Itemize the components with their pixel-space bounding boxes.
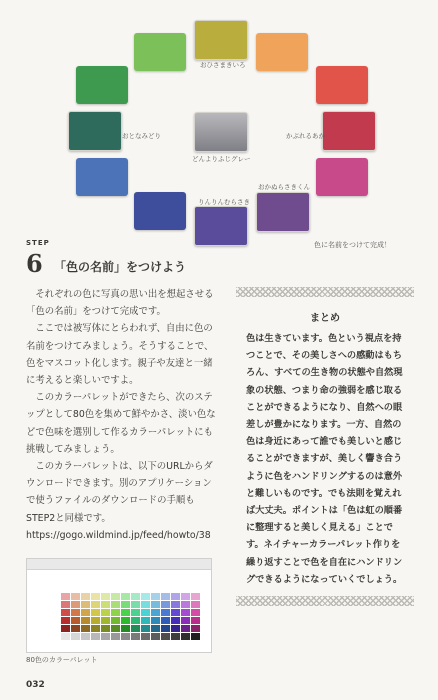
screenshot-color-cell bbox=[71, 617, 80, 624]
body-text bbox=[26, 286, 216, 544]
swatch-indigo bbox=[134, 192, 186, 230]
screenshot-color-cell bbox=[191, 593, 200, 600]
swatch-top bbox=[194, 20, 248, 60]
screenshot-color-cell bbox=[71, 601, 80, 608]
screenshot-color-cell bbox=[141, 617, 150, 624]
screenshot-color-cell bbox=[101, 593, 110, 600]
swatch-blue bbox=[76, 158, 128, 196]
screenshot-color-cell bbox=[101, 633, 110, 640]
screenshot-color-cell bbox=[81, 625, 90, 632]
screenshot-color-cell bbox=[91, 625, 100, 632]
swatch-label-purple: おかぬらさきくん bbox=[258, 183, 310, 191]
screenshot-color-cell bbox=[151, 633, 160, 640]
screenshot-color-cell bbox=[181, 609, 190, 616]
screenshot-color-cell bbox=[171, 617, 180, 624]
swatch-magenta bbox=[316, 158, 368, 196]
step-tag: STEP bbox=[26, 239, 50, 247]
swatch-purple-photo bbox=[256, 192, 310, 232]
step-number: 6 bbox=[26, 249, 43, 278]
screenshot-color-cell bbox=[171, 609, 180, 616]
screenshot-caption: 80色のカラーパレット bbox=[26, 656, 98, 664]
palette-screenshot bbox=[26, 558, 212, 653]
screenshot-color-cell bbox=[81, 617, 90, 624]
screenshot-color-cell bbox=[191, 617, 200, 624]
swatch-label-teal: おとなみどり bbox=[122, 132, 161, 140]
screenshot-color-cell bbox=[151, 593, 160, 600]
screenshot-color-cell bbox=[61, 617, 70, 624]
wheel-caption: 色に名前をつけて完成！ bbox=[314, 241, 391, 249]
screenshot-color-cell bbox=[161, 633, 170, 640]
screenshot-color-cell bbox=[191, 609, 200, 616]
screenshot-color-cell bbox=[81, 633, 90, 640]
swatch-label-top: おひさまきいろ bbox=[200, 61, 246, 69]
screenshot-color-cell bbox=[151, 609, 160, 616]
screenshot-color-cell bbox=[171, 633, 180, 640]
swatch-center bbox=[194, 112, 248, 152]
screenshot-color-cell bbox=[131, 593, 140, 600]
screenshot-color-cell bbox=[151, 625, 160, 632]
screenshot-color-cell bbox=[141, 593, 150, 600]
download-url[interactable]: https://gogo.wildmind.jp/feed/howto/38 bbox=[26, 529, 211, 541]
paragraph-1: それぞれの色に写真の思い出を想起させる「色の名前」をつけて完成です。 bbox=[26, 289, 214, 318]
screenshot-color-cell bbox=[101, 601, 110, 608]
summary-title: まとめ bbox=[310, 313, 340, 324]
screenshot-color-cell bbox=[121, 609, 130, 616]
screenshot-color-cell bbox=[141, 633, 150, 640]
screenshot-toolbar bbox=[27, 559, 211, 570]
screenshot-color-cell bbox=[161, 617, 170, 624]
color-wheel bbox=[0, 0, 438, 260]
paragraph-4: このカラーパレットは、以下のURLからダウンロードできます。別のアプリケーションで使うファイルのダウンロードの手順もSTEP2と同様です。 bbox=[26, 461, 213, 524]
summary-top-border bbox=[236, 287, 414, 297]
screenshot-color-cell bbox=[81, 601, 90, 608]
page-number: 032 bbox=[26, 680, 45, 690]
screenshot-color-cell bbox=[61, 625, 70, 632]
screenshot-color-cell bbox=[91, 617, 100, 624]
screenshot-color-cell bbox=[111, 593, 120, 600]
screenshot-color-cell bbox=[111, 617, 120, 624]
screenshot-color-cell bbox=[81, 593, 90, 600]
swatch-green bbox=[76, 66, 128, 104]
screenshot-color-cell bbox=[181, 625, 190, 632]
step-title: 「色の名前」をつけよう bbox=[54, 260, 187, 274]
screenshot-color-cell bbox=[191, 601, 200, 608]
swatch-crimson bbox=[322, 111, 376, 151]
summary-bottom-border bbox=[236, 596, 414, 606]
swatch-label-violet: りんりんむらさき bbox=[198, 198, 250, 206]
screenshot-color-cell bbox=[71, 593, 80, 600]
screenshot-color-cell bbox=[111, 609, 120, 616]
screenshot-color-cell bbox=[101, 625, 110, 632]
screenshot-color-cell bbox=[111, 601, 120, 608]
screenshot-color-cell bbox=[121, 601, 130, 608]
screenshot-color-cell bbox=[161, 593, 170, 600]
screenshot-color-cell bbox=[111, 633, 120, 640]
screenshot-color-cell bbox=[131, 633, 140, 640]
screenshot-color-cell bbox=[121, 633, 130, 640]
screenshot-color-cell bbox=[101, 609, 110, 616]
screenshot-color-cell bbox=[61, 601, 70, 608]
screenshot-color-cell bbox=[141, 609, 150, 616]
summary-text: 色は生きています。色という視点を持つことで、その美しさへの感動はもちろん、すべての生き物の状態や自然現象の状態、つまり命の強弱を感じ取ることができるようになり、自然への眼差しが豊かになります。一方、自然の色は身近にあって誰でも美しいと感じることができますが、美しく響き合うように色をハンドリングするのは意外と難しいものです。でも法則を覚えれば大丈夫。ポイントは「色は虹の順番に整理すると美しく見える」ことです。ネイチャーカラーパレット作りを繰り返すことで色を自在にハンドリングできるようになっていくでしょう。 bbox=[246, 333, 403, 585]
screenshot-color-cell bbox=[151, 601, 160, 608]
screenshot-color-cell bbox=[61, 593, 70, 600]
screenshot-color-cell bbox=[91, 601, 100, 608]
screenshot-color-cell bbox=[121, 593, 130, 600]
screenshot-color-cell bbox=[161, 609, 170, 616]
screenshot-color-cell bbox=[61, 609, 70, 616]
screenshot-color-cell bbox=[121, 625, 130, 632]
screenshot-color-cell bbox=[161, 625, 170, 632]
paragraph-2: ここでは被写体にとらわれず、自由に色の名前をつけてみましょう。そうすることで、色をマスコット化します。親子や友達と一緒に考えると楽しいですよ。 bbox=[26, 323, 214, 387]
screenshot-color-cell bbox=[151, 617, 160, 624]
screenshot-color-cell bbox=[131, 609, 140, 616]
screenshot-color-cell bbox=[171, 601, 180, 608]
screenshot-color-cell bbox=[131, 625, 140, 632]
swatch-orange bbox=[256, 33, 308, 71]
screenshot-color-cell bbox=[131, 617, 140, 624]
screenshot-color-cell bbox=[121, 617, 130, 624]
screenshot-color-cell bbox=[191, 633, 200, 640]
swatch-red bbox=[316, 66, 368, 104]
screenshot-color-cell bbox=[181, 601, 190, 608]
screenshot-color-cell bbox=[161, 601, 170, 608]
screenshot-color-cell bbox=[91, 633, 100, 640]
swatch-label-center: どんよりふじグレー bbox=[192, 155, 251, 163]
swatch-yellowgreen bbox=[134, 33, 186, 71]
screenshot-color-cell bbox=[191, 625, 200, 632]
screenshot-color-cell bbox=[131, 601, 140, 608]
screenshot-color-cell bbox=[181, 633, 190, 640]
screenshot-color-cell bbox=[81, 609, 90, 616]
screenshot-color-cell bbox=[111, 625, 120, 632]
paragraph-3: このカラーパレットができたら、次のステップとして80色を集めて鮮やかさ、淡い色などで色味を選別して作るカラーパレットにも挑戦してみましょう。 bbox=[26, 392, 216, 455]
swatch-violet-photo bbox=[194, 206, 248, 246]
swatch-label-crimson: かぶれるあか bbox=[286, 132, 325, 140]
screenshot-color-cell bbox=[181, 617, 190, 624]
screenshot-color-cell bbox=[141, 601, 150, 608]
screenshot-color-cell bbox=[141, 625, 150, 632]
swatch-teal-photo bbox=[68, 111, 122, 151]
screenshot-color-cell bbox=[101, 617, 110, 624]
screenshot-color-cell bbox=[171, 625, 180, 632]
screenshot-color-cell bbox=[71, 625, 80, 632]
screenshot-color-cell bbox=[71, 609, 80, 616]
screenshot-color-cell bbox=[181, 593, 190, 600]
screenshot-color-cell bbox=[91, 593, 100, 600]
screenshot-color-cell bbox=[61, 633, 70, 640]
screenshot-color-cell bbox=[71, 633, 80, 640]
screenshot-color-cell bbox=[171, 593, 180, 600]
screenshot-color-cell bbox=[91, 609, 100, 616]
